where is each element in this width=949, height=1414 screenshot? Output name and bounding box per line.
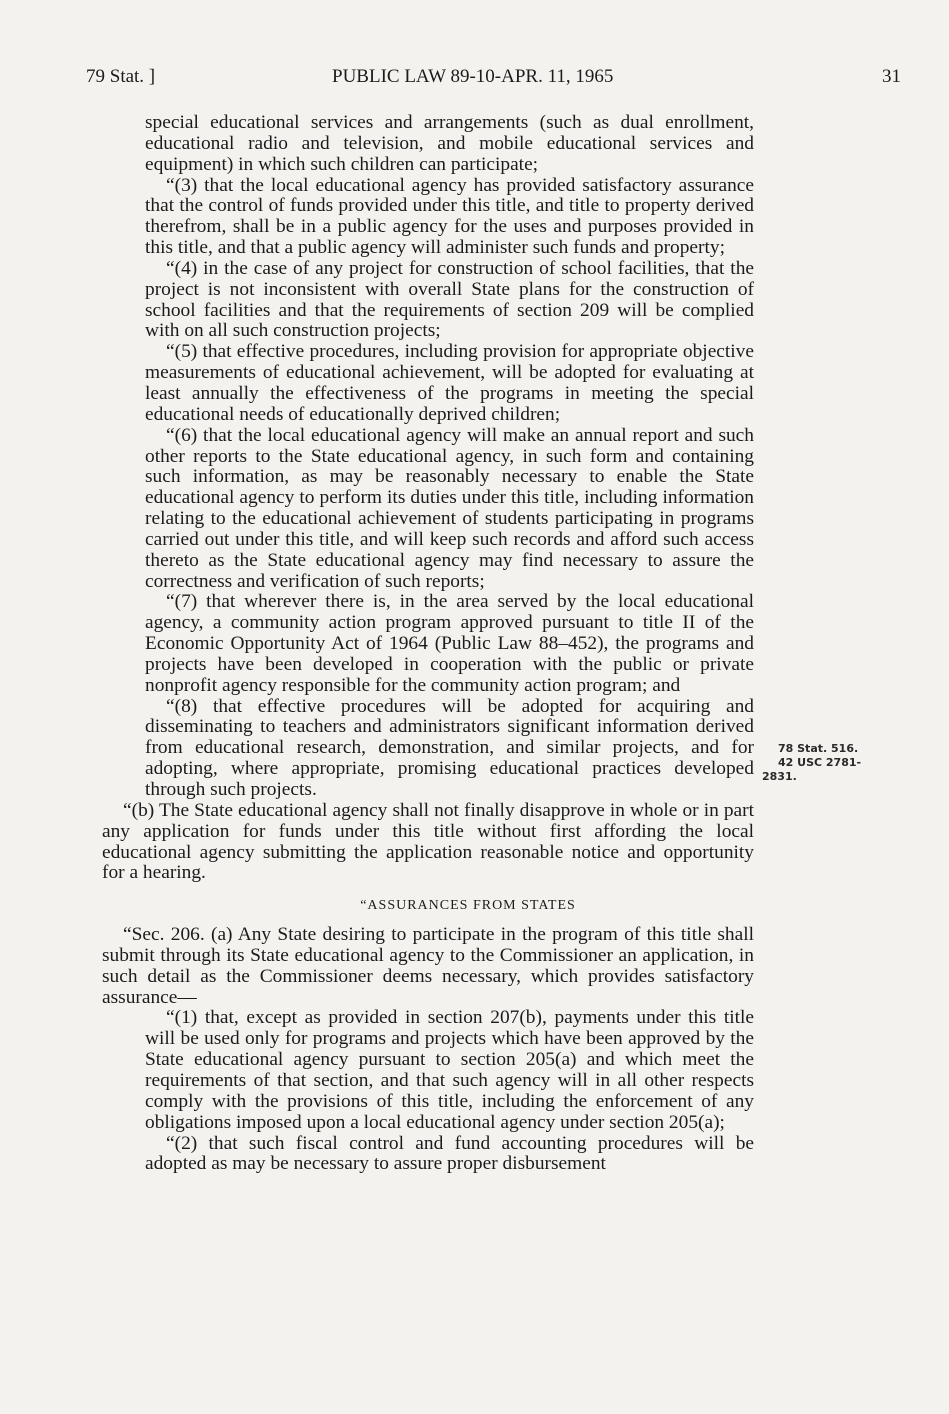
body-text — [102, 113, 754, 1175]
paragraph-clause-8: “(8) that effective procedures will be adopted for acquiring and disseminating to teachers and administrators significant information derived from educational research, demonstration, and similar projects, and for adopting, where appropriate, promising educational practices developed through such projects. — [145, 695, 754, 800]
section-heading: “ASSURANCES FROM STATES — [360, 898, 576, 914]
paragraph-continuation: special educational services and arrangements (such as dual enrollment, educational radio and television, and mobile educational services and equipment) in which such children can participate; — [145, 112, 754, 175]
margin-citation — [762, 742, 882, 784]
running-title: PUBLIC LAW 89-10-APR. 11, 1965 — [332, 66, 614, 87]
paragraph-206-clause-2: “(2) that such fiscal control and fund accounting procedures will be adopted as may be necessary to assure proper disbursement — [145, 1132, 754, 1175]
page-number: 31 — [882, 66, 901, 87]
paragraph-clause-4: “(4) in the case of any project for construction of school facilities, that the project is not inconsistent with overall State plans for the construction of school facilities and that the requirements of section 209 will be complied with on all such construction projects; — [145, 257, 754, 342]
paragraph-clause-5: “(5) that effective procedures, including provision for appropriate objective measurements of educational achievement, will be adopted for evaluating at least annually the effectiveness of the programs in meeting the special educational needs of educationally deprived children; — [145, 341, 754, 425]
margin-citation-line: 2831. — [762, 770, 797, 783]
paragraph-clause-3: “(3) that the local educational agency has provided satisfactory assurance that the control of funds provided under this title, and title to property derived therefrom, shall be in a public agency for the uses and purposes provided in this title, and that a public agency will administer such funds and property; — [145, 174, 754, 259]
page-header — [0, 66, 949, 96]
paragraph-206-clause-1: “(1) that, except as provided in section 207(b), payments under this title will be used only for programs and projects which have been approved by the State educational agency pursuant to section 205(a) and which meet the requirements of that section, and that such agency will in all other respects comply with the provisions of this title, including the enforcement of any obligations imposed upon a local educational agency under section 205(a); — [145, 1007, 754, 1133]
paragraph-subsection-b: “(b) The State educational agency shall not finally disapprove in whole or in part any application for funds under this title without first affording the local educational agency submitting the application reasonable notice and opportunity for a hearing. — [102, 799, 754, 884]
paragraph-clause-7: “(7) that wherever there is, in the area served by the local educational agency, a community action program approved pursuant to title II of the Economic Opportunity Act of 1964 (Public Law 88–452), the programs and projects have been developed in cooperation with the public or private nonprofit agency responsible for the community action program; and — [145, 591, 754, 696]
statute-volume: 79 Stat. ] — [86, 66, 156, 87]
margin-citation-line: 78 Stat. 516. — [778, 742, 859, 755]
margin-citation-line: 42 USC 2781- — [778, 756, 862, 769]
paragraph-section-206: “Sec. 206. (a) Any State desiring to participate in the program of this title shall submit through its State educational agency to the Commissioner an application, in such detail as the Commissioner deems necessary, which provides satisfactory assurance— — [102, 924, 754, 1008]
paragraph-clause-6: “(6) that the local educational agency will make an annual report and such other reports to the State educational agency, in such form and containing such information, as may be reasonably necessary to enable the State educational agency to perform its duties under this title, including information relating to the educational achievement of students participating in programs carried out under this title, and will keep such records and afford such access thereto as the State educational agency may find necessary to assure the correctness and verification of such reports; — [145, 424, 754, 592]
